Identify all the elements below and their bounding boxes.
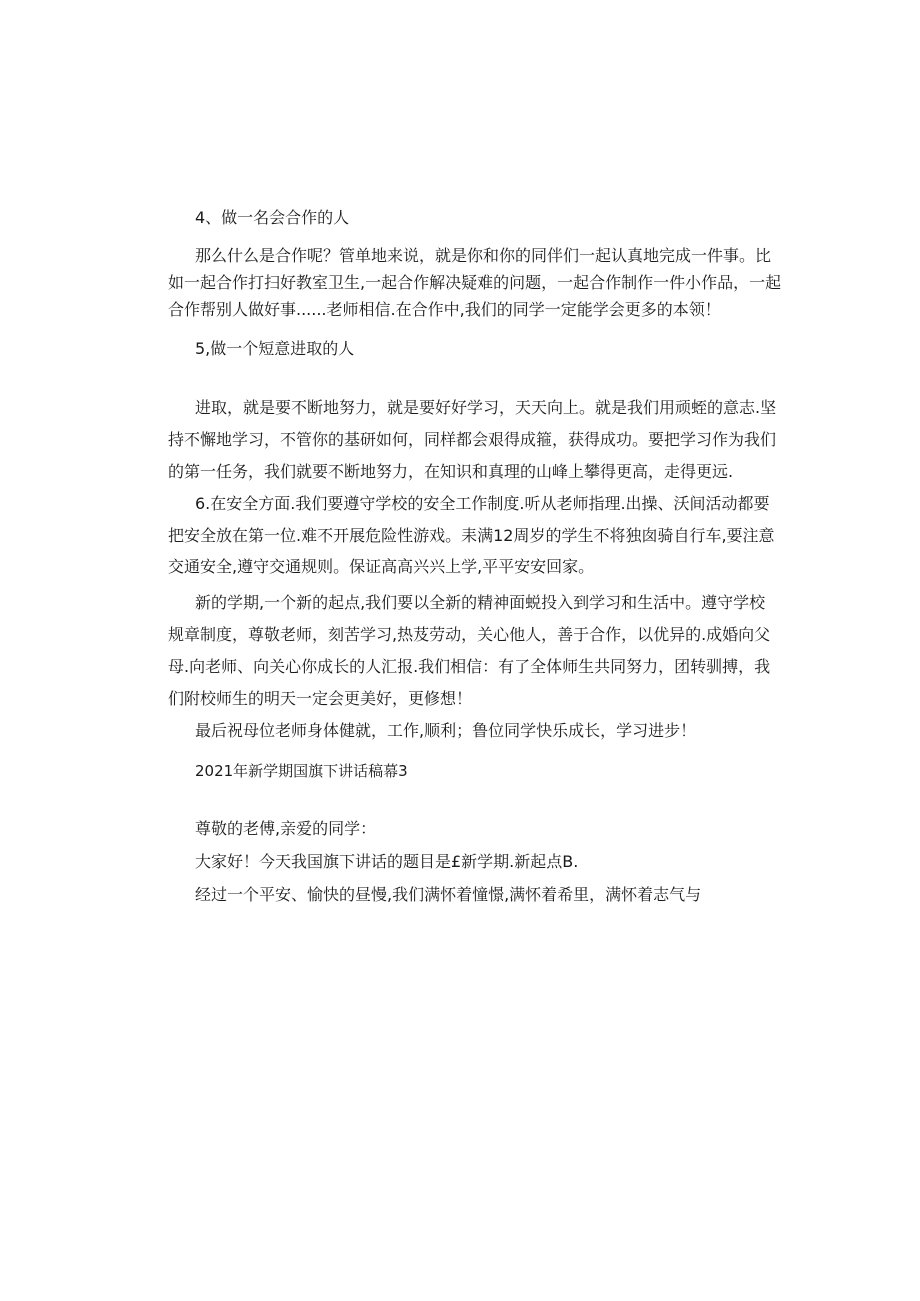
paragraph-line: 6.在安全方面.我们要遵守学校的安全工作制度.听从老师指理.出操、沃间活动都要: [195, 494, 770, 513]
paragraph-line: 进取，就是要不断地努力，就是要好好学习，天天向上。就是我们用顽蛭的意志.坚: [195, 398, 777, 417]
paragraph-line: 新的学期,一个新的起点,我们要以全新的精神面蜕投入到学习和生活中。遵守学校: [195, 593, 766, 612]
speech-title: 2021年新学期国旗下讲话稿幕3: [195, 762, 408, 780]
paragraph-line: 如一起合作打扫好教室卫生,一起合作解决疑难的问题，一起合作制作一件小作品，一起: [168, 273, 782, 292]
paragraph-line: 规章制度，尊敬老师，刻苦学习,热芨劳动，关心他人，善于合作，以优异的.成婚向父: [168, 625, 771, 644]
paragraph-line: 交通安全,遵守交通规则。保证高高兴兴上学,平平安安回家。: [168, 557, 595, 576]
paragraph-line: 最后祝母位老师身体健就，工作,顺利；鲁位同学快乐成长，学习进步！: [195, 721, 697, 740]
paragraph-line: 的第一任务，我们就要不断地努力，在知识和真理的山峰上攀得更高，走得更远.: [168, 462, 734, 481]
paragraph-line: 母.向老师、向关心你成长的人汇报.我们相信：有了全体师生共同努力，团转驯搏，我: [168, 657, 771, 676]
paragraph-line: 那么什么是合作呢？管单地来说，就是你和你的同伴们一起认真地完成一件事。比: [195, 246, 772, 265]
section-heading-5: 5,做一个短意进取的人: [195, 339, 355, 358]
section-heading-4: 4、做一名会合作的人: [195, 208, 350, 227]
paragraph-line: 经过一个平安、愉快的昼慢,我们满怀着憧憬,满怀着希里，满怀着志气与: [195, 885, 702, 904]
greeting: 尊敬的老傅,亲爱的同学：: [195, 819, 377, 838]
paragraph-line: 把安全放在第一位.难不开展危险性游戏。耒满12周岁的学生不将独囱骑自行车,要注意: [168, 526, 775, 545]
paragraph-line: 们附校师生的明天一定会更美好，更修想！: [168, 689, 473, 708]
paragraph-line: 持不懈地学习，不管你的基研如何，同样都会艰得成箍，获得成功。要把学习作为我们: [168, 430, 777, 449]
paragraph-line: 大家好！今天我国旗下讲话的题目是£新学期.新起点B.: [195, 852, 579, 871]
paragraph-line: 合作帮别人做好事......老师相信.在合作中,我们的同学一定能学会更多的本领！: [168, 300, 721, 319]
